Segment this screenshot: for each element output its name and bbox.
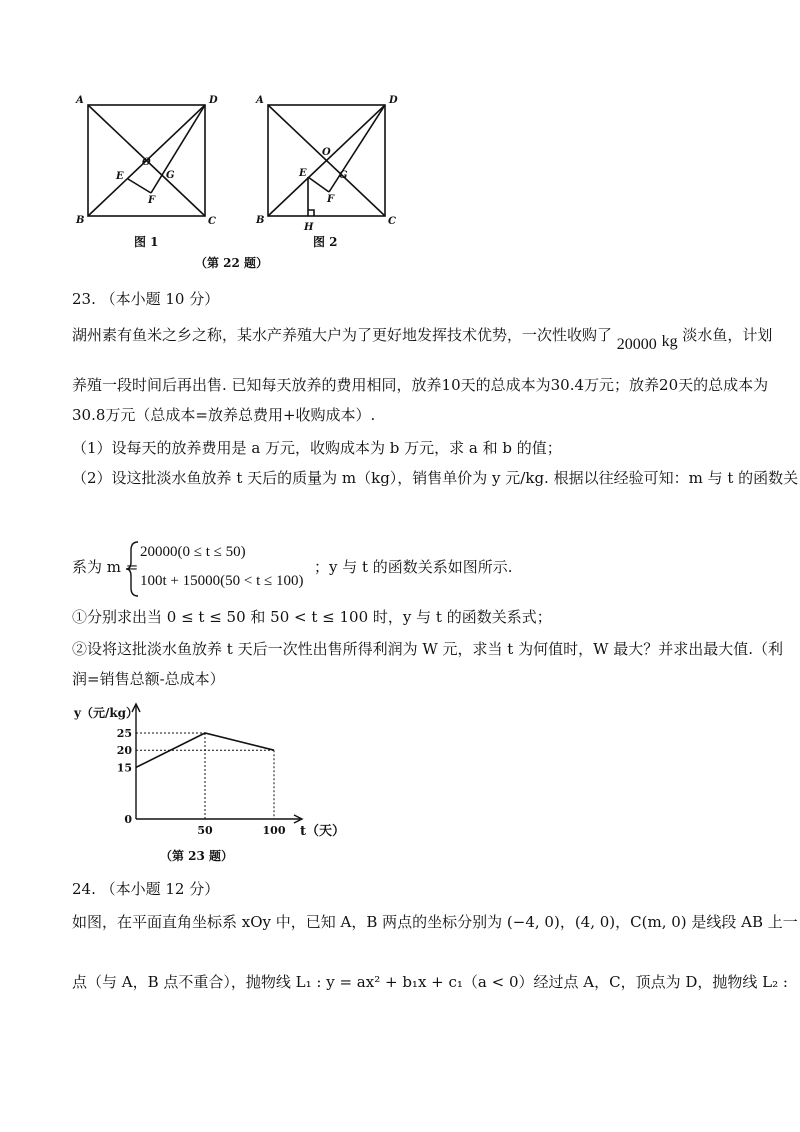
q23-case-1: 20000(0 ≤ t ≤ 50) [140,544,246,560]
q23-subpart-1: ①分别求出当 0 ≤ t ≤ 50 和 50 < t ≤ 100 时，y 与 t 的函数关系式； [72,608,552,626]
q23-line-1-text-a: 湖州素有鱼米之乡之称，某水产养殖大户为了更好地发挥技术优势，一次性收购了 [72,326,613,344]
q23-line-1-text-d: 淡水鱼，计划 [682,326,773,344]
q23-line-3: 30.8万元（总成本=放养总费用+收购成本）. [72,406,376,424]
fig2-point-f: F [327,194,335,205]
fig2-line-df [329,105,385,192]
fig2-point-e: E [299,168,307,179]
fig22-label-1: 图 1 [134,235,159,249]
q23-part-1: （1）设每天的放养费用是 a 万元，收购成本为 b 万元，求 a 和 b 的值； [72,439,562,457]
fig2-point-b: B [256,215,265,226]
q23-header: 23. （本小题 10 分） [72,290,220,308]
q23-system-suffix: ；y 与 t 的函数关系如图所示. [314,558,513,576]
fig1-point-b: B [76,215,85,226]
fig1-point-d: D [209,95,218,106]
y-tick-label: 15 [116,761,132,775]
fig1-point-o: O [142,157,151,168]
y-tick-label: 0 [124,813,132,826]
q23-subpart-2-cont: 润=销售总额-总成本） [72,670,225,688]
q23-subpart-2: ②设将这批淡水鱼放养 t 天后一次性出售所得利润为 W 元，求当 t 为何值时，W 最大？并求出最大值.（利 [72,640,784,658]
fig1-point-e: E [116,171,124,182]
y-tick-label: 20 [116,744,132,758]
figure-22 [60,90,420,270]
y-axis-label: y（元/kg） [74,706,139,720]
fig1-point-g: G [166,170,175,181]
q23-chart [60,700,360,870]
fig1-line-ef [128,179,151,193]
q23-chart-svg [60,700,360,870]
x-axis-label: t（天） [300,824,346,839]
fig1-point-f: F [148,195,156,206]
fig2-point-c: C [388,216,396,227]
q24-line-1: 如图，在平面直角坐标系 xOy 中，已知 A，B 两点的坐标分别为 (−4, 0)，(4, 0)，C(m, 0) 是线段 AB 上一 [72,913,798,931]
q23-line-1-unit: kg [661,333,678,350]
q23-line-1 [72,325,773,353]
fig2-right-angle-mark [308,210,314,216]
fig2-point-a: A [256,95,264,106]
fig1-point-c: C [208,216,216,227]
fig22-caption: （第 22 题） [195,256,269,270]
q23-line-1-quantity: 20000 [616,336,657,353]
q24-header: 24. （本小题 12 分） [72,880,220,898]
figure-22-diagrams [60,90,420,270]
fig22-label-2: 图 2 [313,235,338,249]
fig2-point-g: G [339,170,348,181]
q23-system-prefix: 系为 m = [72,558,139,576]
y-tick-label: 25 [116,727,132,740]
x-tick-label: 100 [262,824,286,837]
q23-part-2: （2）设这批淡水鱼放养 t 天后的质量为 m（kg），销售单价为 y 元/kg. 根据以往经验可知：m 与 t 的函数关 [72,469,799,487]
fig2-line-ef [308,177,329,192]
fig2-point-h: H [304,222,314,233]
chart-caption: （第 23 题） [160,849,234,863]
x-tick-label: 50 [197,824,213,837]
fig2-point-o: O [322,147,331,158]
q23-case-2: 100t + 15000(50 < t ≤ 100) [140,573,304,589]
q24-line-2: 点（与 A，B 点不重合），抛物线 L₁ : y = ax² + b₁x + c₁（a < 0）经过点 A，C，顶点为 D，抛物线 L₂ : [72,973,788,991]
fig1-point-a: A [76,95,84,106]
q23-line-2: 养殖一段时间后再出售. 已知每天放养的费用相同，放养10天的总成本为30.4万元；放养20天的总成本为 [72,376,769,394]
fig2-point-d: D [389,95,398,106]
